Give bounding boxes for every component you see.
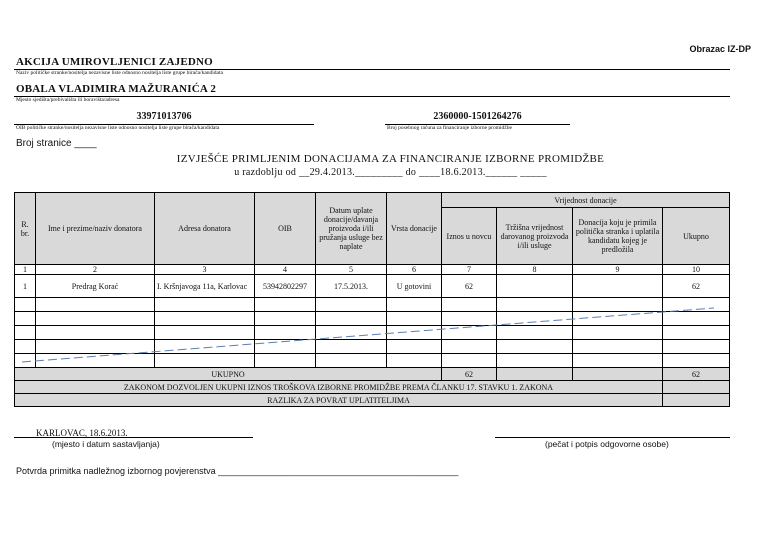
party-name: AKCIJA UMIROVLJENICI ZAJEDNO bbox=[16, 56, 213, 68]
table-row-empty bbox=[15, 326, 730, 340]
cell-party-paid bbox=[573, 275, 663, 298]
signature-caption: (pečat i potpis odgovorne osobe) bbox=[545, 439, 669, 449]
party-address-line bbox=[14, 96, 730, 97]
party-address-caption: Mjesto sjedišta/prebivališta ili boravišta/adresa bbox=[16, 97, 120, 103]
place-date-line bbox=[14, 437, 253, 438]
col-number: 7 bbox=[442, 265, 497, 275]
donations-table bbox=[14, 192, 730, 407]
col-number: 1 bbox=[15, 265, 36, 275]
summary-limit-label: ZAKONOM DOZVOLJEN UKUPNI IZNOS TROŠKOVA IZBORNE PROMIDŽBE PREMA ČLANKU 17. STAVKU 1. ZAKONA bbox=[15, 381, 663, 394]
header-donor-name: Ime i prezime/naziv donatora bbox=[36, 193, 155, 265]
cell-cash: 62 bbox=[442, 275, 497, 298]
col-number: 6 bbox=[387, 265, 442, 275]
party-address: OBALA VLADIMIRA MAŽURANIĆA 2 bbox=[16, 83, 217, 95]
form-code: Obrazac IZ-DP bbox=[689, 44, 751, 54]
header-party-paid: Donacija koju je primila politička stranka i uplatila kandidatu kojeg je predložila bbox=[573, 208, 663, 265]
summary-total-cash: 62 bbox=[442, 368, 497, 381]
table-row-empty bbox=[15, 340, 730, 354]
summary-row-total bbox=[15, 368, 730, 381]
summary-total-value: 62 bbox=[663, 368, 730, 381]
cell-date: 17.5.2013. bbox=[316, 275, 387, 298]
header-donor-address: Adresa donatora bbox=[155, 193, 255, 265]
header-value-group: Vrijednost donacije bbox=[442, 193, 730, 208]
col-number: 5 bbox=[316, 265, 387, 275]
cell-donor-name: Predrag Korać bbox=[36, 275, 155, 298]
report-title: IZVJEŠĆE PRIMLJENIM DONACIJAMA ZA FINANCIRANJE IZBORNE PROMIDŽBE bbox=[176, 153, 605, 165]
cell-type: U gotovini bbox=[387, 275, 442, 298]
account-number-caption: Broj posebnog računa za financiranje izborne promidžbe bbox=[387, 125, 512, 131]
page-number-label: Broj stranice ____ bbox=[16, 138, 97, 149]
receipt-confirmation: Potvrda primitka nadležnog izbornog povjerenstva ________________________________________________ bbox=[16, 466, 459, 476]
header-rbr: R. br. bbox=[15, 193, 36, 265]
header-total: Ukupno bbox=[663, 208, 730, 265]
cell-total: 62 bbox=[663, 275, 730, 298]
cell-donor-address: I. Kršnjavoga 11a, Karlovac bbox=[155, 275, 255, 298]
summary-row-limit bbox=[15, 381, 730, 394]
col-number: 3 bbox=[155, 265, 255, 275]
header-oib: OIB bbox=[255, 193, 316, 265]
account-number: 2360000-1501264276 bbox=[433, 111, 522, 122]
table-row bbox=[15, 275, 730, 298]
summary-refund-label: RAZLIKA ZA POVRAT UPLATITELJIMA bbox=[15, 394, 663, 407]
cell-rbr: 1 bbox=[15, 275, 36, 298]
signature-line bbox=[495, 437, 730, 438]
header-type: Vrsta donacije bbox=[387, 193, 442, 265]
col-number: 9 bbox=[573, 265, 663, 275]
table-row-empty bbox=[15, 354, 730, 368]
col-number: 8 bbox=[497, 265, 573, 275]
col-number: 10 bbox=[663, 265, 730, 275]
party-oib: 33971013706 bbox=[136, 111, 192, 122]
summary-total-label: UKUPNO bbox=[15, 368, 442, 381]
cell-market bbox=[497, 275, 573, 298]
party-oib-caption: OIB političke stranke/nositelja nezavisne liste odnosno nositelja liste grupe birača/kandidata bbox=[16, 125, 220, 131]
table-row-empty bbox=[15, 312, 730, 326]
place-date: KARLOVAC, 18.6.2013. bbox=[36, 428, 128, 438]
report-period: u razdoblju od __29.4.2013._________ do ____18.6.2013.______ _____ bbox=[234, 167, 547, 178]
place-date-caption: (mjesto i datum sastavljanja) bbox=[52, 439, 160, 449]
header-date: Datum uplate donacije/davanja proizvoda i/ili pružanja usluge bez naplate bbox=[316, 193, 387, 265]
cell-oib: 53942802297 bbox=[255, 275, 316, 298]
party-name-caption: Naziv političke stranke/nositelja nezavisne liste odnosno nositelja liste grupe birača/kandidata bbox=[16, 70, 223, 76]
col-number: 4 bbox=[255, 265, 316, 275]
header-cash: Iznos u novcu bbox=[442, 208, 497, 265]
table-row-empty bbox=[15, 298, 730, 312]
header-market-value: Tržišna vrijednost darovanog proizvoda i/ili usluge bbox=[497, 208, 573, 265]
summary-row-refund bbox=[15, 394, 730, 407]
col-number: 2 bbox=[36, 265, 155, 275]
